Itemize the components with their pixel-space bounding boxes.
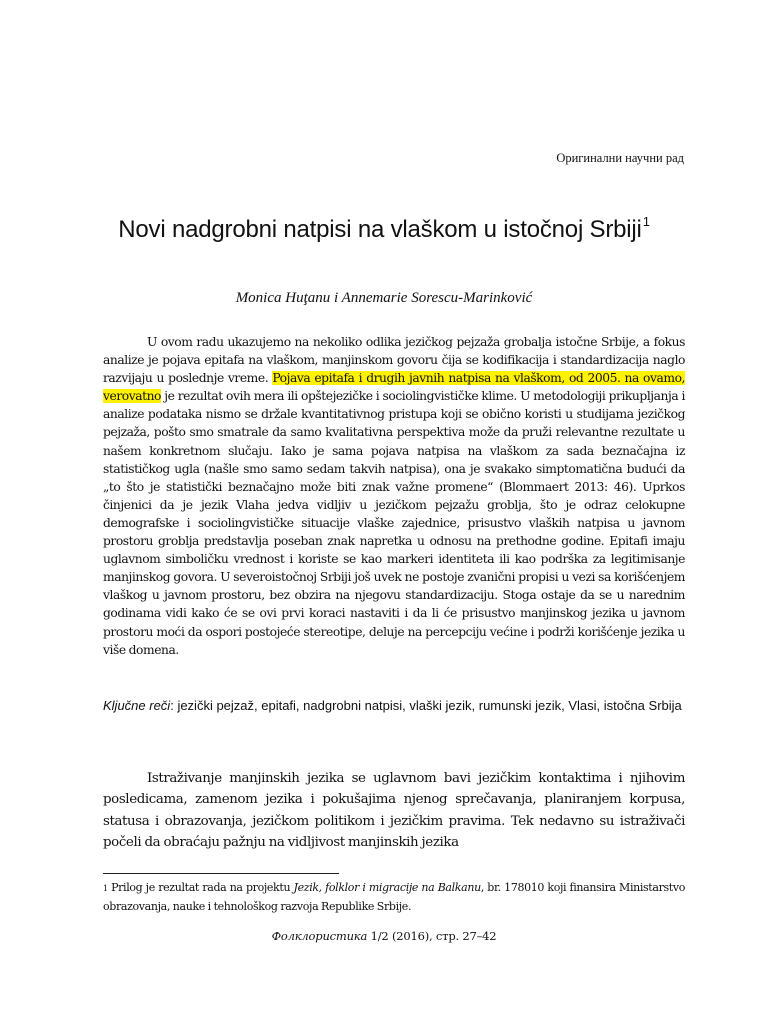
journal-details: 1/2 (2016), стр. 27–42	[367, 929, 497, 943]
highlighted-text: Pojava epitafa i drugih javnih natpisa na vlaškom, od 2005. na ovamo, verovatno	[103, 371, 686, 404]
abstract-text-end: je rezultat ovih mera ili opštejezičke i sociolingvističke klime. U metodologiji prikupljanja i analize podataka nismo se držale kvantitativnog pristupa koji se obično koristi u studijama jezičkog pejzaža, pošto smo smatrale da samo kvalitativna perspektiva može da pruži relevantne rezultate u našem konkretnom slučaju. Iako je sama pojava natpisa na vlaškom za sada beznačajna iz statističkog ugla (našle smo samo sedam takvih natpisa), ona je svakako simptomatična budući da „to što je statistički beznačajno može biti znak važne promene“ (Blommaert 2013: 46). Uprkos činjenici da je jezik Vlaha jedva vidljiv u jezičkom pejzažu groblja, što je odraz celokupne demografske i sociolingvističke situacije vlaške zajednice, prisustvo vlaških natpisa u javnom prostoru groblja predstavlja poseban znak napretka u odnosu na prethodne godine. Epitafi imaju uglavnom simboličku vrednost i koriste se kao markeri identiteta ili kao podrška za legitimisanje manjinskog govora. U severoistočnoj Srbiji još uvek ne postoje zvanični propisi u vezi sa korišćenjem vlaškog u javnom prostoru, bez obzira na njegovu standardizaciju. Stoga ostaje da se u narednim godinama vidi kako će se ovi prvi koraci nastaviti i da li će prisustvo manjinskog jezika u javnom prostoru moći da ospori postojeće stereotipe, deluje na percepciju većine i podrži korišćenje jezika u više domena.	[103, 389, 685, 657]
body-paragraph: Istraživanje manjinskih jezika se uglavnom bavi jezičkim kontaktima i njihovim posledicama, zamenom jezika i pokušajima njenog sprečavanja, planiranjem korpusa, statusa i obrazovanja, jezičkom politikom i jezičkim pravima. Tek nedavno su istraživači počeli da obraćaju pažnju na vidljivost manjinskih jezika	[103, 771, 685, 851]
footnote-suffix: , br. 178010 koji finansira Ministarstvo obrazovanja, nauke i tehnološkog razvoja Republike Srbije.	[103, 881, 685, 913]
journal-citation	[0, 929, 768, 943]
keywords-list: jezički pejzaž, epitafi, nadgrobni natpisi, vlaški jezik, rumunski jezik, Vlasi, istočna Srbija	[177, 698, 682, 713]
keywords-label: Ključne reči	[103, 698, 171, 713]
title-text: Novi nadgrobni natpisi na vlaškom u istočnoj Srbiji	[118, 216, 642, 243]
article-category: Оригинални научни рад	[556, 151, 684, 165]
footnote-divider	[103, 873, 339, 874]
article-title	[0, 216, 768, 244]
footnote	[103, 878, 685, 916]
title-footnote-mark[interactable]: 1	[642, 214, 650, 229]
abstract	[103, 333, 685, 659]
abstract-text-start: U ovom radu ukazujemo na nekoliko odlika jezičkog pejzaža grobalja istočne Srbije, a fokus analize je pojava epitafa na vlaškom, manjinskom govoru čija se kodifikacija i standardizacija naglo razvijaju u poslednje vreme.	[103, 335, 685, 386]
article-authors: Monica Huţanu i Annemarie Sorescu-Marinković	[235, 290, 533, 306]
keywords-separator: :	[170, 698, 178, 713]
footnote-project-title: Jezik, folklor i migracije na Balkanu	[293, 881, 481, 894]
journal-name: Фолклористика	[271, 929, 368, 943]
footnote-mark: 1	[103, 884, 108, 893]
footnote-prefix: Prilog je rezultat rada na projektu	[107, 881, 294, 894]
keywords	[103, 696, 685, 715]
